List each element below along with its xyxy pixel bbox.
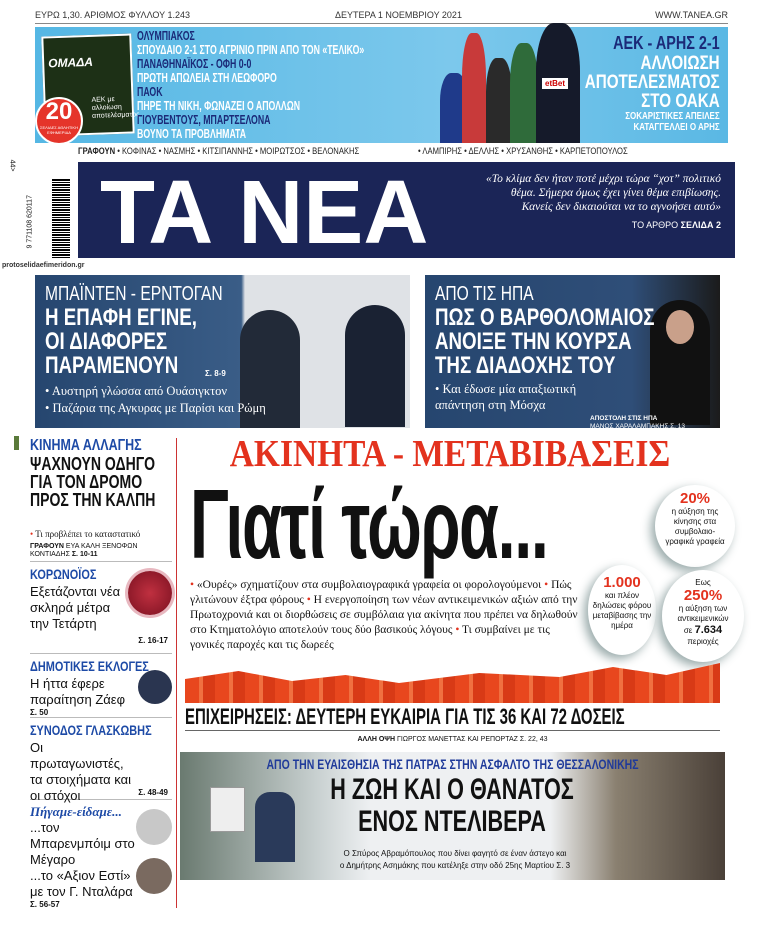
byline-label: ΑΛΛΗ ΟΨΗ (357, 736, 396, 743)
editorial-quote (481, 172, 721, 232)
story-bullet: Παζάρια της Αγκυρας με Παρίσι και Ρώμη (52, 401, 266, 415)
story-kicker: ΔΗΜΟΤΙΚΕΣ ΕΚΛΟΓΕΣ (30, 658, 149, 674)
sport-sub: ΠΡΩΤΗ ΑΠΩΛΕΙΑ ΣΤΗ ΛΕΩΦΟΡΟ (137, 71, 277, 85)
article-label: ΤΟ ΑΡΘΡΟ (631, 220, 679, 230)
sport-head: ΓΙΟΥΒΕΝΤΟΥΣ, ΜΠΑΡΤΣΕΛΟΝΑ (137, 113, 271, 127)
story-title-line: ΟΙ ΔΙΑΦΟΡΕΣ (45, 328, 168, 355)
delivery-story[interactable] (180, 752, 725, 880)
story-title: ΨΑΧΝΟΥΝ ΟΔΗΓΟ ΓΙΑ ΤΟΝ ΔΡΟΜΟ ΠΡΟΣ ΤΗΝ ΚΑΛΠΗ (30, 454, 156, 510)
sub-headline-wrap (185, 704, 720, 731)
body-point: Πώς γλιτώνουν έξτρα φόρους (190, 579, 572, 606)
newspaper-logo[interactable]: ΤΑ ΝΕΑ (100, 163, 429, 263)
story-kicker: ΚΟΡΩΝΟΪΟΣ (30, 566, 97, 582)
stat-pre: Εως (695, 578, 711, 587)
stat-circle (662, 570, 744, 662)
story-title-line: Η ΖΩΗ ΚΑΙ Ο ΘΑΝΑΤΟΣ (330, 773, 574, 806)
left-story-elections[interactable] (30, 658, 172, 718)
page-ref: Σ. 56-57 (30, 900, 60, 909)
top-info-line (35, 10, 728, 24)
story-text: ...τον Μπαρενμπόιμ στο Μέγαρο (30, 820, 135, 867)
portrait-barenboim (136, 809, 172, 845)
sports-writers (78, 146, 728, 156)
left-story-kinal[interactable]: ΚΙΝΗΜΑ ΑΛΛΑΓΗΣ ΨΑΧΝΟΥΝ ΟΔΗΓΟ ΓΙΑ ΤΟΝ ΔΡΟΜΟ ΠΡΟΣ ΤΗΝ ΚΑΛΠΗ • Τι προβλέπει το καταστατικό ΓΡΑΦΟΥΝ ΕΥΑ ΚΑΛΗ ΞΕΝΟΦΩΝ ΚΟΝΤΙΑΔΗΣ Σ. 10-11 (30, 437, 172, 562)
story-kicker: ΚΙΝΗΜΑ ΑΛΛΑΓΗΣ (30, 437, 142, 454)
quote-text: «Το κλίμα δεν ήταν ποτέ μέχρι τώρα “χοτ” πολιτικό θέμα. Σήμερα όμως έχει γίνει θέμα επιβίωσης. Κανείς δεν δικαιούται να το αγνοήσει αυτό» (486, 173, 721, 213)
watermark: protoselidaefimeridon.gr (2, 262, 85, 269)
shirt-sponsor: etBet (542, 78, 568, 89)
main-body: • «Ουρές» σχηματίζουν στα συμβολαιογραφικά γραφεία οι φορολογούμενοι • Πώς γλιτώνουν έξτρα φόρους • Η ενεργοποίηση των νέων αντικειμενικών αξιών από την Πρωτοχρονιά και οι διορθώσεις σε συμβόλαια για ακίνητα που πρέπει να δηλωθούν στο Κτηματολόγιο αποτελούν τους δύο βασικούς λόγους • Τι συμβαίνει με τις γονικές παροχές και τις δωρεές (190, 579, 578, 651)
barcode (52, 178, 70, 258)
byline-label: ΓΡΑΦΟΥΝ (30, 543, 64, 550)
story-bullet: Και έδωσε μία απαξιωτική απάντηση στη Μόσχα (435, 382, 577, 412)
story-title-line: ΑΝΟΙΞΕ ΤΗΝ ΚΟΥΡΣΑ (435, 328, 632, 355)
magazine-title: ΟΜΑΔΑ (47, 54, 94, 71)
writers-left: • ΚΟΦΙΝΑΣ • ΝΑΣΜΗΣ • ΚΙΤΣΙΠΑΝΝΗΣ • ΜΟΙΡΩΤΣΟΣ • ΒΕΛΟΝΑΚΗΣ (117, 146, 360, 156)
story-kicker: ΑΠΟ ΤΗΝ ΕΥΑΙΣΘΗΣΙΑ ΤΗΣ ΠΑΤΡΑΣ ΣΤΗΝ ΑΣΦΑΛΤΟ ΤΗΣ ΘΕΣΣΑΛΟΝΙΚΗΣ (266, 756, 639, 772)
page-ref: Σ. 50 (30, 708, 49, 717)
issue-code: 44> (8, 159, 16, 172)
story-kicker: ΣΥΝΟΔΟΣ ΓΛΑΣΚΩΒΗΣ (30, 722, 152, 738)
article-page: ΣΕΛΙΔΑ 2 (680, 220, 721, 230)
story-title-line: ΤΗΣ ΔΙΑΔΟΧΗΣ ΤΟΥ (435, 352, 616, 379)
city-skyline-illustration (185, 663, 720, 703)
masthead (78, 162, 735, 263)
stat-text: η αύξηση της κίνησης στα συμβολαιο-γραφικά γραφεία (665, 507, 725, 546)
left-story-culture[interactable] (30, 804, 172, 914)
left-story-glasgow[interactable] (30, 722, 172, 803)
sports-banner[interactable] (35, 27, 728, 143)
page-ref: Σ. 16-17 (138, 636, 168, 645)
story-text: ...το «Αξιον Εστί» με τον Γ. Νταλάρα (30, 868, 133, 899)
match-score: ΑΕΚ - ΑΡΗΣ 2-1 (613, 33, 720, 53)
virus-icon (128, 571, 172, 615)
writers-right: • ΛΑΜΠΙΡΗΣ • ΔΕΛΛΗΣ • ΧΡΥΣΑΝΘΗΣ • ΚΑΡΠΕΤΟΠΟΥΛΟΣ (418, 146, 628, 156)
marker (14, 436, 19, 450)
match-title-line: ΑΠΟΤΕΛΕΣΜΑΤΟΣ (585, 72, 720, 93)
page-ref: Σ. 8-9 (205, 369, 226, 378)
stat-text: και πλέον δηλώσεις φόρου μεταβίβασης την ημέρα (592, 591, 652, 630)
body-point: «Ουρές» σχηματίζουν στα συμβολαιογραφικά γραφεία οι φορολογούμενοι (196, 579, 542, 591)
sport-head: ΠΑΝΑΘΗΝΑΪΚΟΣ - ΟΦΗ 0-0 (137, 57, 252, 71)
story-text: Εξετάζονται νέα σκληρά μέτρα την Τετάρτη (30, 584, 121, 631)
stat-text: η αύξηση των αντικειμενικών (677, 604, 729, 623)
story-text: Ο Σπύρος Αβραμόπουλος που δίνει φαγητό σε έναν άστεγο και (343, 849, 567, 858)
main-title[interactable]: Γιατί τώρα... (190, 469, 548, 579)
match-sub-line: ΚΑΤΑΓΓΕΛΛΕΙ Ο ΑΡΗΣ (633, 122, 720, 133)
stat-text: περιοχές (687, 637, 719, 646)
stat-circle (655, 485, 735, 567)
left-story-covid[interactable] (30, 566, 172, 654)
byline-line: ΜΑΝΟΣ ΧΑΡΑΛΑΜΠΑΚΗΣ Σ. 13 (590, 422, 686, 430)
date: ΔΕΥΤΕΡΑ 1 ΝΟΕΜΒΡΙΟΥ 2021 (335, 10, 462, 20)
page-ref: Σ. 48-49 (138, 788, 168, 797)
stat-value: 250% (683, 587, 723, 604)
story-kicker: ΜΠΑΪΝΤΕΝ - ΕΡΝΤΟΓΑΝ (45, 283, 223, 305)
badge-text: ΣΕΛΙΔΕΣ ΑΘΛΗΤΙΚΗ ΕΦΗΜΕΡΙΔΑ (40, 125, 78, 135)
story-text: Η ήττα έφερε παραίτηση Ζάεφ (30, 676, 126, 707)
stat-circle (588, 565, 656, 655)
sport-sub: ΒΟΥΝΟ ΤΑ ΠΡΟΒΛΗΜΑΤΑ (137, 127, 247, 141)
stat-value: 20% (679, 490, 711, 507)
match-sub-line: ΣΟΚΑΡΙΣΤΙΚΕΣ ΑΠΕΙΛΕΣ (625, 111, 720, 122)
story-text: Οι πρωταγωνιστές, τα στοιχήματα και οι στόχοι (30, 740, 132, 803)
main-byline (185, 736, 720, 743)
sub-headline: ΕΠΙΧΕΙΡΗΣΕΙΣ: ΔΕΥΤΕΡΗ ΕΥΚΑΙΡΙΑ ΓΙΑ ΤΙΣ 36 ΚΑΙ 72 ΔΟΣΕΙΣ (185, 704, 625, 729)
magazine-caption: ΑΕΚ με αλλοίωση αποτελέσματος (91, 96, 140, 120)
story-bullet: Τι προβλέπει το καταστατικό (35, 529, 141, 539)
story-title-line: ΠΩΣ Ο ΒΑΡΘΟΛΟΜΑΙΟΣ (435, 304, 655, 331)
story-bullet: Αυστηρή γλώσσα από Ουάσιγκτον (51, 384, 228, 398)
barcode-number: 9 771108 620117 (26, 195, 34, 249)
sport-head: ΠΑΟΚ (137, 85, 163, 99)
writers-label: ΓΡΑΦΟΥΝ (78, 146, 116, 156)
website[interactable]: WWW.TANEA.GR (655, 10, 728, 20)
story-kicker: ΑΠΟ ΤΙΣ ΗΠΑ (435, 283, 534, 305)
byline: ΕΥΑ ΚΑΛΗ ΞΕΝΟΦΩΝ ΚΟΝΤΙΑΔΗΣ (30, 543, 138, 558)
sport-sub: ΠΗΡΕ ΤΗ ΝΙΚΗ, ΦΩΝΑΖΕΙ Ο ΑΠΟΛΛΩΝ (137, 99, 301, 113)
column-divider (176, 438, 177, 908)
badge-number: 20 (45, 98, 73, 125)
sport-head: ΟΛΥΜΠΙΑΚΟΣ (137, 29, 195, 43)
sports-headlines (137, 29, 462, 143)
stat-text: σε (683, 626, 693, 635)
main-title-wrap[interactable] (190, 469, 732, 579)
byline: ΓΙΩΡΓΟΣ ΜΑΝΕΤΤΑΣ ΚΑΙ ΡΕΠΟΡΤΑΖ Σ. 22, 43 (396, 736, 548, 743)
match-title-line: ΑΛΛΟΙΩΣΗ (640, 53, 720, 74)
story-title-line: Η ΕΠΑΦΗ ΕΓΙΝΕ, (45, 304, 197, 331)
sport-sub: ΣΠΟΥΔΑΙΟ 2-1 ΣΤΟ ΑΓΡΙΝΙΟ ΠΡΙΝ ΑΠΟ ΤΟΝ «ΤΕΛΙΚΟ» (137, 43, 365, 57)
bartholomew-story[interactable]: ΑΠΟ ΤΙΣ ΗΠΑ ΠΩΣ Ο ΒΑΡΘΟΛΟΜΑΙΟΣ ΑΝΟΙΞΕ ΤΗΝ ΚΟΥΡΣΑ ΤΗΣ ΔΙΑΔΟΧΗΣ ΤΟΥ • Και έδωσε μία απαξιωτική απάντηση στη Μόσχα ΑΠΟΣΤΟΛΗ ΣΤΙΣ ΗΠΑ ΜΑΝΟΣ ΧΑΡΑΛΑΜΠΑΚΗΣ Σ. 13 (425, 275, 720, 428)
main-kicker: ΑΚΙΝΗΤΑ - ΜΕΤΑΒΙΒΑΣΕΙΣ (229, 433, 671, 475)
aek-aris-headline (551, 33, 720, 133)
portrait-dalaras (136, 858, 172, 894)
story-text: ο Δημήτρης Ασημάκης που κατέληξε στην οδό 25ης Μαρτίου Σ. 3 (339, 861, 571, 870)
match-title-line: ΣΤΟ ΟΑΚΑ (641, 91, 720, 112)
stat-value-small: 7.634 (694, 624, 723, 636)
price-issue: ΕΥΡΩ 1,30. ΑΡΙΘΜΟΣ ΦΥΛΛΟΥ 1.243 (35, 10, 190, 20)
biden-erdogan-story[interactable]: ΜΠΑΪΝΤΕΝ - ΕΡΝΤΟΓΑΝ Η ΕΠΑΦΗ ΕΓΙΝΕ, ΟΙ ΔΙΑΦΟΡΕΣ ΠΑΡΑΜΕΝΟΥΝ Σ. 8-9 • Αυστηρή γλώσσα από Ουάσιγκτον • Παζάρια της Αγκυρας με Παρίσι και Ρώμη (35, 275, 410, 428)
story-title-line: ΠΑΡΑΜΕΝΟΥΝ (45, 352, 179, 379)
pages-badge (35, 97, 83, 145)
body-point: Η ενεργοποίηση των νέων αντικειμενικών αξιών από την Πρωτοχρονιά και οι διορθώσεις σε συμβόλαια για ακίνητα που πρέπει να δηλωθούν στο Κτηματολόγιο αποτελούν τους δύο βασικούς λόγους (190, 594, 578, 636)
page-ref: Σ. 10-11 (71, 551, 98, 558)
byline-line: ΑΠΟΣΤΟΛΗ ΣΤΙΣ ΗΠΑ (590, 415, 658, 422)
stat-value: 1.000 (603, 574, 641, 591)
portrait-zaev (138, 670, 172, 704)
story-kicker: Πήγαμε-είδαμε... (30, 804, 122, 819)
body-point: Τι συμβαίνει με τις γονικές παροχές και τις δωρεές (190, 624, 550, 651)
story-title-line: ΕΝΟΣ ΝΤΕΛΙΒΕΡΑ (358, 805, 546, 838)
